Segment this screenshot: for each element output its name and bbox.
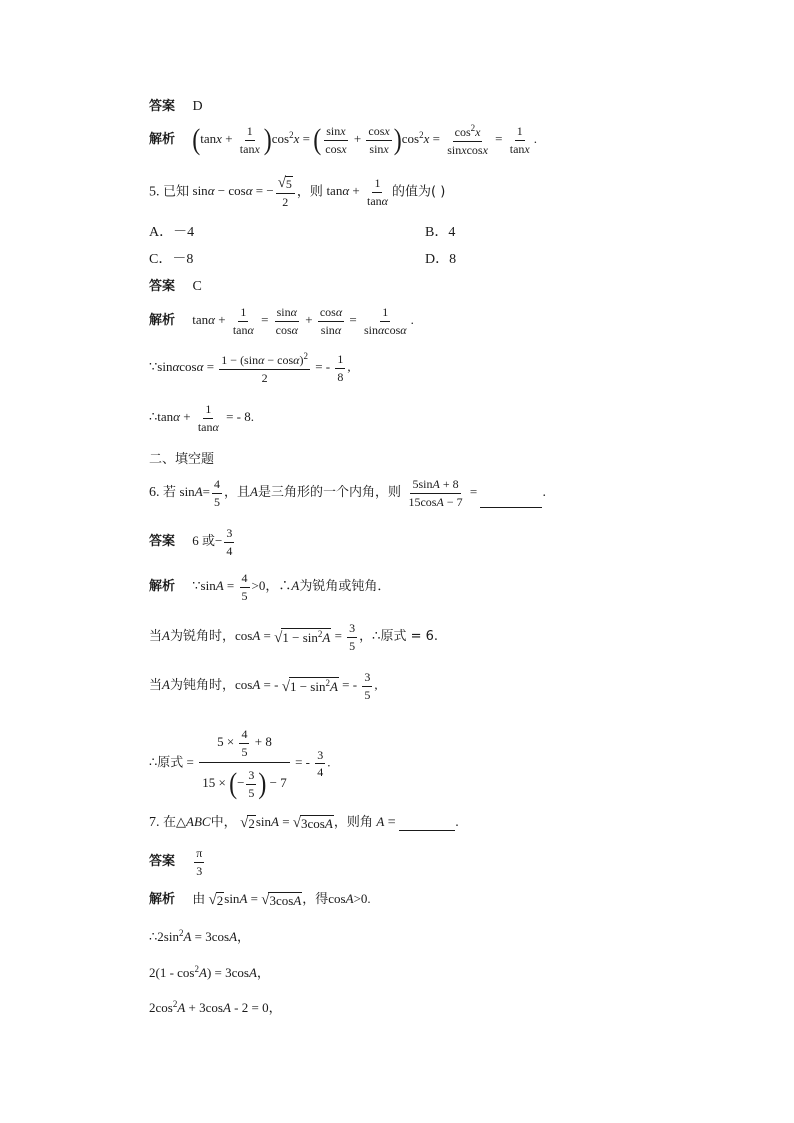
q5-stem-suffix: 的值为( ) — [391, 184, 446, 200]
option-c: C．－8 — [149, 252, 194, 267]
q5-stem-prefix: 已知 — [163, 184, 190, 200]
analysis-label: 解析 — [149, 579, 176, 595]
q6-acute-result: ，∴原式 = 6. — [359, 629, 439, 645]
q7-stem-mid: 中， — [210, 815, 237, 831]
q5-stem: 5. 已知 sinα − cosα = − √ 5 2 ，则 tanα + $\frac{1}{\tan\alpha}$ 的值为( ) — [149, 175, 446, 210]
q7-stem-then: ，则角 — [333, 815, 373, 831]
q6-obtuse-text: 为钝角时， — [169, 678, 235, 694]
original-word: 原式 — [157, 755, 184, 771]
q7-number: 7. — [149, 815, 160, 831]
q6-step1-tail: 为锐角或钝角． — [299, 579, 391, 595]
or-word: 或 — [202, 534, 216, 550]
q6-stem: 6. 若 sinA= $\frac{4}{5}$ ，且A是三角形的一个内角，则 $\frac{5\sin A + 8}{15\cos A - 7}$ = . — [149, 477, 546, 509]
answer-label: 答案 — [149, 99, 176, 114]
analysis-label: 解析 — [149, 132, 176, 148]
q5-answer-value: C — [192, 279, 202, 294]
answer-label: 答案 — [149, 279, 176, 294]
q6-analysis-line: 解析 ∵sinA = $\frac{4}{5}$ >0，∴A为锐角或钝角． — [149, 571, 391, 603]
therefore-symbol: ∴ — [149, 929, 158, 944]
q6-answer-line: 答案 6 或− $\frac{3}{4}$ — [149, 526, 233, 558]
q7-step-3: $2(1 - \cos^2A) = 3\cos A$， — [149, 964, 270, 980]
q4-answer-value: D — [192, 99, 203, 114]
option-b: B．4 — [425, 225, 456, 240]
q6-final: ∴原式 = 5 × $\frac{4}{5}$ + 8 15 × (− $\frac{3}{5}$ ) − 7 = - $\frac{3}{4}$ . — [149, 727, 331, 801]
q6-answer-blank[interactable] — [480, 495, 542, 508]
q7-step-2: $\therefore 2\sin^2A = 3\cos A$， — [149, 928, 251, 944]
q6-stem-mid: ，且 — [223, 485, 250, 501]
option-d: D．8 — [425, 252, 457, 267]
analysis-label: 解析 — [149, 892, 176, 908]
answer-label: 答案 — [149, 854, 176, 870]
q4-answer-line — [149, 100, 203, 114]
q5-number: 5. — [149, 184, 160, 200]
q6-stem-prefix: 若 — [163, 485, 177, 501]
when-word: 当 — [149, 629, 163, 645]
q5-step-2: ∵sinαcosα = $\frac{1 - (\sin\alpha - \cos\alpha)^2}{2}$ = - $\frac{1}{8}$ , — [149, 351, 351, 385]
q6-acute-text: 为锐角时， — [169, 629, 235, 645]
q5-answer-line — [149, 280, 202, 294]
q7-analysis-line: 解析 由 √ 2 sinA = √ 3cosA ，得cosA>0. — [149, 891, 371, 909]
q6-stem-text: 是三角形的一个内角，则 — [257, 485, 401, 501]
q7-stem-prefix: 在△ — [163, 815, 186, 831]
when-word: 当 — [149, 678, 163, 694]
because-symbol: ∵ — [149, 359, 158, 375]
q6-acute-case: 当A为锐角时，cosA = √ $1 - \sin^2A$ = $\frac{3}{5}$ ，∴原式 = 6. — [149, 621, 439, 653]
q5-stem-mid: ，则 — [296, 184, 323, 200]
q7-answer-blank[interactable] — [399, 818, 455, 831]
therefore-symbol: ∴ — [149, 409, 158, 425]
q7-answer-line: 答案 $\frac{\pi}{3}$ — [149, 846, 203, 878]
q6-number: 6. — [149, 485, 160, 501]
q5-result: = - 8. — [226, 409, 254, 425]
section-heading: 二、填空题 — [149, 452, 215, 467]
q4-analysis-line: 解析 (tanx + $\frac{1}{\tan x}$ )$\cos^2x$ = ( $\frac{\sin x}{\cos x}$ + $\frac{\cos x}{\sin x}$ )$\cos^2x$ = $\frac{\cos^2x}{\text{sinxcosx}}$ = $\frac{1}{\tan x}$ . — [149, 123, 537, 157]
q7-stem: 7. 在△ABC中， √ 2 sinA = √ 3cosA ，则角 A = . — [149, 814, 459, 832]
option-a: A．－4 — [149, 225, 195, 240]
q5-analysis-line: 解析 tanα + $\frac{1}{\tan\alpha}$ = $\frac{\sin\alpha}{\cos\alpha}$ + $\frac{\cos\alpha}{\sin\alpha}$ = $\frac{1}{\sin\alpha\cos\alpha}$ . — [149, 305, 414, 337]
q6-answer-first: 6 — [192, 533, 199, 549]
q7-step-prefix: 由 — [192, 892, 206, 908]
answer-label: 答案 — [149, 534, 176, 550]
because-symbol: ∵ — [192, 578, 201, 594]
q7-step-4: $2\cos^2A + 3\cos A - 2 = 0$， — [149, 999, 282, 1015]
q5-step-3: ∴tanα + $\frac{1}{\tan\alpha}$ = - 8. — [149, 402, 254, 434]
q6-obtuse-case: 当A为钝角时，cosA = - √ $1 - \sin^2A$ = - $\frac{3}{5}$ , — [149, 670, 378, 702]
therefore-symbol: ∴ — [149, 754, 158, 770]
analysis-label: 解析 — [149, 313, 176, 329]
q7-step-mid: ，得 — [302, 892, 329, 908]
